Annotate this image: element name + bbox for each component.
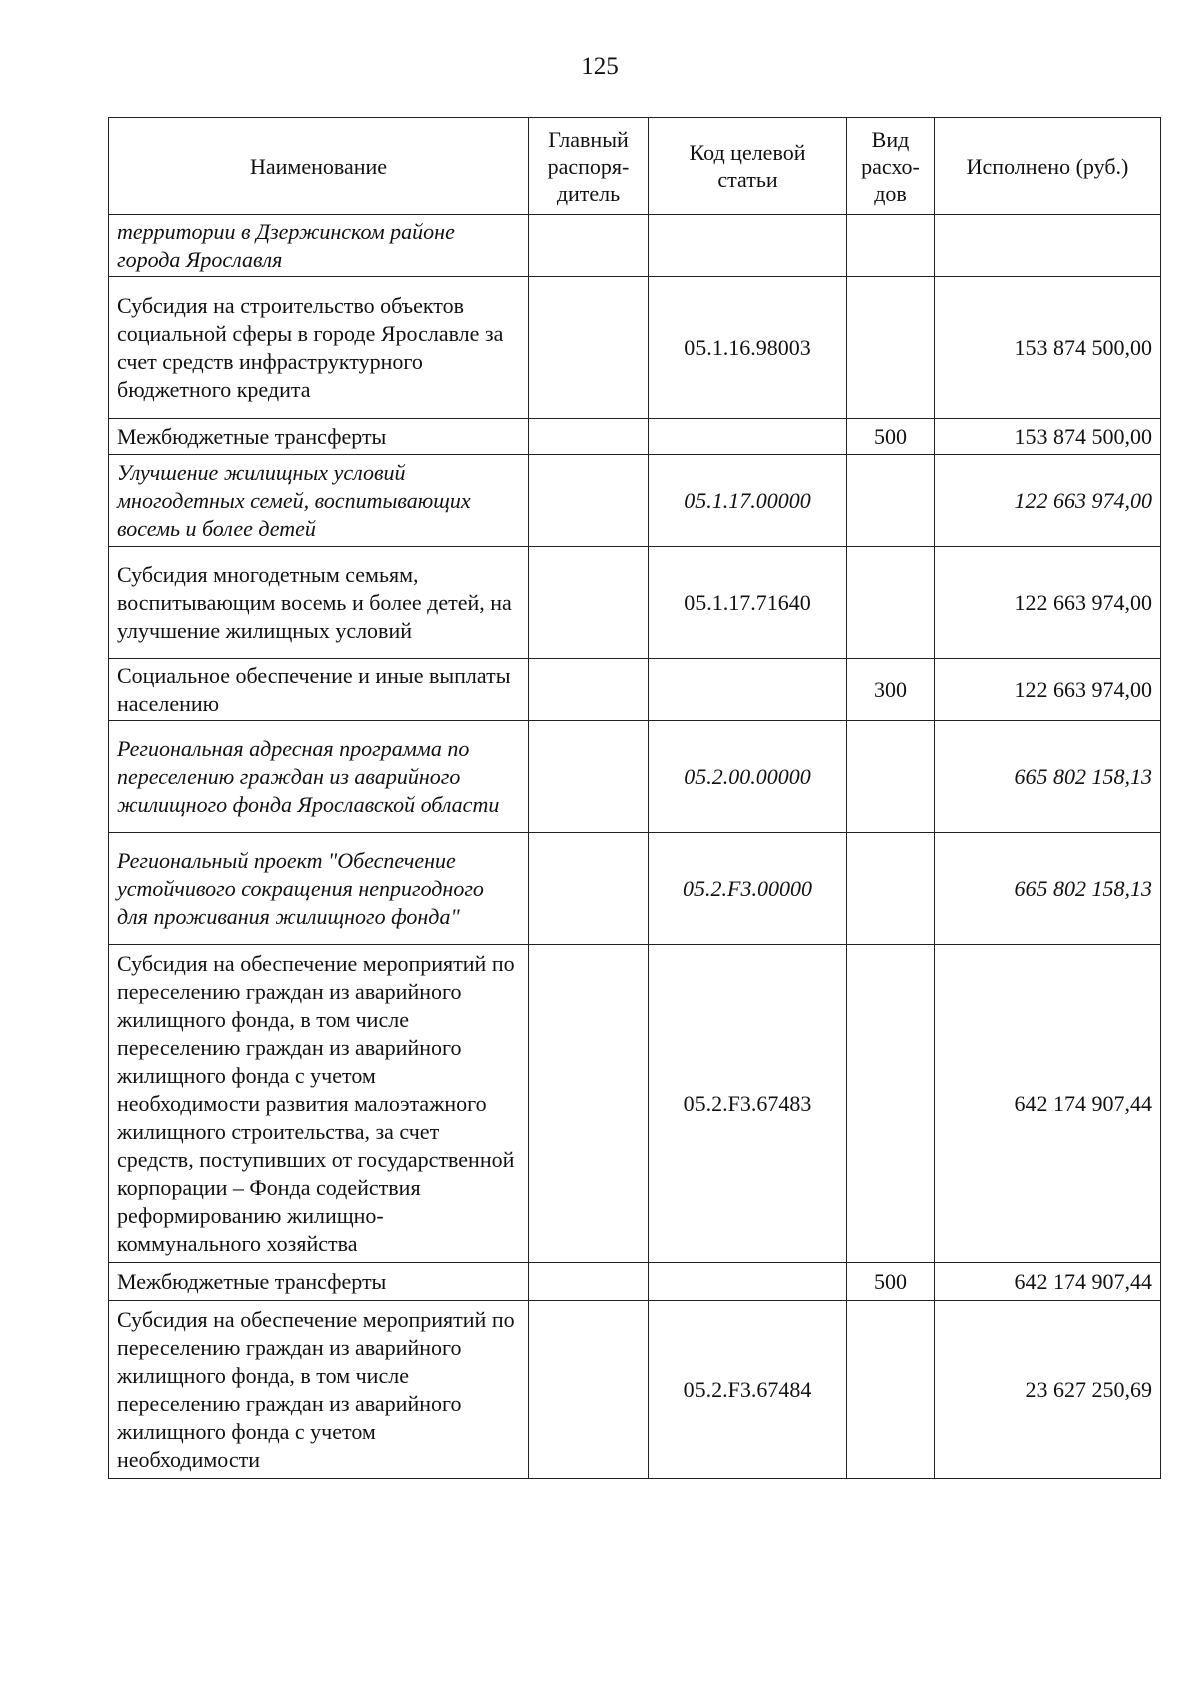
budget-table <box>108 117 1161 1479</box>
cell-kind <box>847 547 935 659</box>
cell-amount: 122 663 974,00 <box>935 659 1161 721</box>
cell-code <box>649 659 847 721</box>
table-body <box>109 215 1161 1479</box>
cell-amount: 153 874 500,00 <box>935 277 1161 419</box>
cell-amount <box>935 215 1161 277</box>
cell-code: 05.2.F3.67483 <box>649 945 847 1263</box>
cell-kind: 300 <box>847 659 935 721</box>
header-kind: Вид расхо-дов <box>847 118 935 215</box>
cell-name: Субсидия многодетным семьям, воспитывающим восемь и более детей, на улучшение жилищных условий <box>109 547 529 659</box>
table-row <box>109 945 1161 1263</box>
table-row <box>109 547 1161 659</box>
cell-code: 05.1.17.00000 <box>649 455 847 547</box>
cell-manager <box>529 1263 649 1301</box>
table-row <box>109 721 1161 833</box>
cell-amount: 665 802 158,13 <box>935 833 1161 945</box>
cell-code: 05.1.16.98003 <box>649 277 847 419</box>
table-row <box>109 1263 1161 1301</box>
table-row <box>109 419 1161 455</box>
cell-name: Социальное обеспечение и иные выплаты населению <box>109 659 529 721</box>
cell-name: Субсидия на обеспечение мероприятий по переселению граждан из аварийного жилищного фонда, в том числе переселению граждан из аварийного жилищного фонда с учетом необходимости развития малоэтажного жилищного строительства, за счет средств, поступивших от государственной корпорации – Фонда содействия реформированию жилищно-коммунального хозяйства <box>109 945 529 1263</box>
cell-kind <box>847 277 935 419</box>
cell-manager <box>529 1301 649 1479</box>
cell-manager <box>529 455 649 547</box>
table-row <box>109 833 1161 945</box>
header-amount: Исполнено (руб.) <box>935 118 1161 215</box>
cell-manager <box>529 215 649 277</box>
cell-kind <box>847 215 935 277</box>
cell-amount: 642 174 907,44 <box>935 945 1161 1263</box>
cell-manager <box>529 419 649 455</box>
cell-amount: 642 174 907,44 <box>935 1263 1161 1301</box>
cell-name: Улучшение жилищных условий многодетных семей, воспитывающих восемь и более детей <box>109 455 529 547</box>
cell-manager <box>529 277 649 419</box>
cell-name: Региональный проект "Обеспечение устойчивого сокращения непригодного для проживания жилищного фонда" <box>109 833 529 945</box>
header-name: Наименование <box>109 118 529 215</box>
cell-kind <box>847 833 935 945</box>
cell-amount: 122 663 974,00 <box>935 547 1161 659</box>
cell-name: территории в Дзержинском районе города Ярославля <box>109 215 529 277</box>
table-row <box>109 455 1161 547</box>
cell-kind <box>847 721 935 833</box>
cell-amount: 122 663 974,00 <box>935 455 1161 547</box>
cell-code <box>649 1263 847 1301</box>
cell-manager <box>529 547 649 659</box>
cell-amount: 665 802 158,13 <box>935 721 1161 833</box>
cell-kind <box>847 455 935 547</box>
cell-manager <box>529 721 649 833</box>
page-number: 125 <box>581 53 619 80</box>
cell-name: Межбюджетные трансферты <box>109 419 529 455</box>
table-row <box>109 277 1161 419</box>
table-row <box>109 215 1161 277</box>
table-row <box>109 1301 1161 1479</box>
cell-manager <box>529 659 649 721</box>
cell-name: Субсидия на строительство объектов социальной сферы в городе Ярославле за счет средств инфраструктурного бюджетного кредита <box>109 277 529 419</box>
header-code: Код целевой статьи <box>649 118 847 215</box>
cell-amount: 23 627 250,69 <box>935 1301 1161 1479</box>
cell-kind: 500 <box>847 419 935 455</box>
cell-name: Межбюджетные трансферты <box>109 1263 529 1301</box>
cell-amount: 153 874 500,00 <box>935 419 1161 455</box>
cell-code: 05.1.17.71640 <box>649 547 847 659</box>
cell-name: Субсидия на обеспечение мероприятий по переселению граждан из аварийного жилищного фонда, в том числе переселению граждан из аварийного жилищного фонда с учетом необходимости <box>109 1301 529 1479</box>
cell-code: 05.2.00.00000 <box>649 721 847 833</box>
cell-code: 05.2.F3.00000 <box>649 833 847 945</box>
cell-manager <box>529 945 649 1263</box>
cell-kind <box>847 1301 935 1479</box>
cell-kind <box>847 945 935 1263</box>
cell-kind: 500 <box>847 1263 935 1301</box>
cell-name: Региональная адресная программа по переселению граждан из аварийного жилищного фонда Ярославской области <box>109 721 529 833</box>
cell-code: 05.2.F3.67484 <box>649 1301 847 1479</box>
table-row <box>109 659 1161 721</box>
cell-manager <box>529 833 649 945</box>
cell-code <box>649 215 847 277</box>
cell-code <box>649 419 847 455</box>
header-manager: Главный распоря-дитель <box>529 118 649 215</box>
table-header-row <box>109 118 1161 215</box>
